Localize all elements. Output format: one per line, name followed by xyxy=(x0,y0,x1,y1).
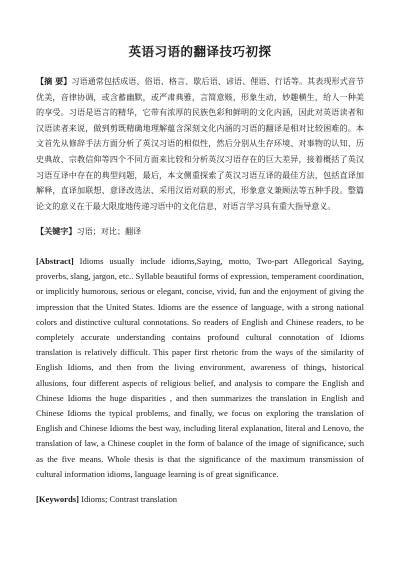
chinese-keywords-label: 【关键字】 xyxy=(36,226,77,237)
chinese-abstract-text: 习语通常包括成语、俗语、格言、歇后语、谚语、俚语、行话等。其表现形式音节优美，音律协调，或含蓄幽默，或严肃典雅，言简意赅，形象生动，妙趣横生，给人一种美的享受。习语是语言的精华，它带有浓厚的民族色彩和鲜明的文化内涵，因此对英语读者和汉语读者来说，做到剪既精确地理解蕴含深刻文化内涵的习语的翻译是相对比较困难的。本文首先从修辞手法方面分析了英汉习语的相似性，然后分别从生存环境、对事物的认知、历史典故、宗教信仰等四个不同方面来比较和分析英汉习语存在的巨大差异，接着概括了英汉习语互译中存在的典型问题，最后，本文侧重探索了英汉习语互译的最佳方法，包括直译加解释，直译加联想、意译改选法、采用汉语对联的形式，形象意义兼顾法等五种手段。整篇论文的意义在于最大限度地传递习语中的文化信息，对语言学习具有重大指导意义。 xyxy=(36,76,364,211)
page-title: 英语习语的翻译技巧初探 xyxy=(128,44,272,59)
chinese-abstract-label: 【摘 要】 xyxy=(36,76,72,86)
chinese-abstract xyxy=(36,74,364,214)
english-abstract xyxy=(36,254,364,482)
chinese-keywords xyxy=(36,224,364,240)
english-abstract-text: Idioms usually include idioms,Saying, motto, Two-part Allegorical Saying, proverbs, slang, jargon, etc.. Syllable beautiful forms of expression, temperament coordination, or implicitly humorous, serious or elegant, concise, vivid, fun and the enjoyment of giving the impression that the United States. Idioms are the essence of language, with a strong national colors and distinctive cultural connotations. So readers of English and Chinese readers, to be completely accurate understanding contains profound cultural connotation of Idioms translation is relatively difficult. This paper first rhetoric from the ways of the similarity of English Idioms, and then from the living environment, awareness of things, historical allusions, four different aspects of religious belief, and analysis to compare the English and Chinese Idioms the huge disparities , and then summarizes the translation in English and Chinese Idioms the typical problems, and finally, we focus on exploring the translation of English and Chinese Idioms the best way, including literal explanation, literal and Lenovo, the translation of law, a Chinese couplet in the form of balance of the image of significance, such as the five means. Whole thesis is that the significance of the maximum transmission of cultural information idioms, language learning is of great significance. xyxy=(36,255,364,479)
english-keywords-text: Idioms; Contrast translation xyxy=(78,493,178,504)
chinese-keywords-text: 习语；对比；翻译 xyxy=(76,226,142,237)
english-keywords xyxy=(36,492,364,507)
english-keywords-label: [Keywords] xyxy=(36,493,79,504)
english-abstract-label: [Abstract] xyxy=(36,255,74,266)
